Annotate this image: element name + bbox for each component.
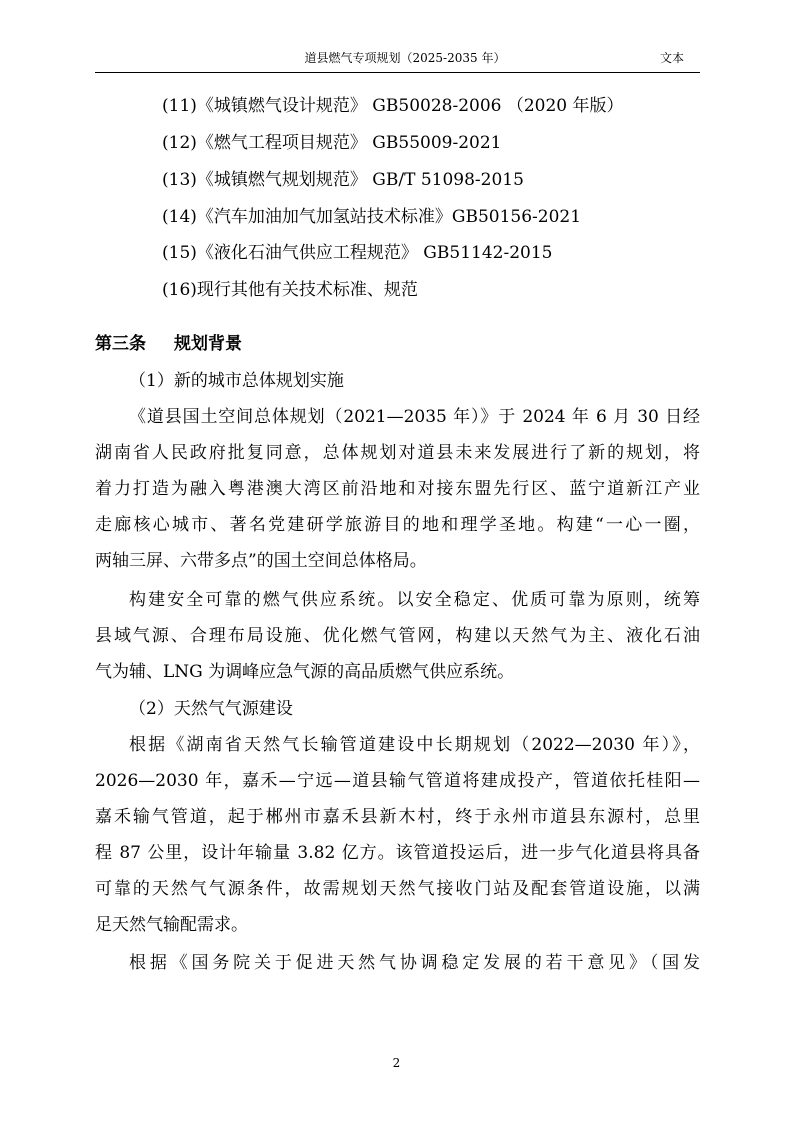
paragraph-line: 程 87 公里，设计年输量 3.82 亿方。该管道投运后，进一步气化道县将具备 [95,843,700,863]
header-divider [95,72,700,73]
subsection-title: （2）天然气气源建设 [129,699,293,719]
section-heading [95,333,700,355]
paragraph-line: 可靠的天然气气源条件，故需规划天然气接收门站及配套管道设施，以满 [95,879,700,899]
running-header-title: 道县燃气专项规划（2025-2035 年） [304,51,506,65]
paragraph-line: 足天然气输配需求。 [95,915,248,935]
paragraph-line: 气为辅、LNG 为调峰应急气源的高品质燃气供应系统。 [95,662,515,682]
paragraph-line: 构建安全可靠的燃气供应系统。以安全稳定、优质可靠为原则，统筹 [129,590,700,610]
paragraph-line: 根据《湖南省天然气长输管道建设中长期规划（2022—2030 年）》， [129,735,700,755]
reference-item: (13)《城镇燃气规划规范》 GB/T 51098-2015 [162,170,524,190]
reference-item: (14)《汽车加油加气加氢站技术标准》GB50156-2021 [162,207,582,227]
paragraph-line: 湖南省人民政府批复同意，总体规划对道县未来发展进行了新的规划，将 [95,443,700,463]
subsection-title: （1）新的城市总体规划实施 [129,371,344,391]
paragraph-line: 嘉禾输气管道，起于郴州市嘉禾县新木村，终于永州市道县东源村，总里 [95,807,700,827]
page-number: 2 [392,1056,401,1070]
paragraph-line: 2026—2030 年，嘉禾—宁远—道县输气管道将建成投产，管道依托桂阳— [95,771,700,791]
running-header-label: 文本 [660,51,685,65]
paragraph-line: 县域气源、合理布局设施、优化燃气管网，构建以天然气为主、液化石油 [95,626,700,646]
reference-item: (12)《燃气工程项目规范》 GB55009-2021 [162,133,502,153]
reference-item: (15)《液化石油气供应工程规范》 GB51142-2015 [162,243,553,263]
paragraph-line: 走廊核心城市、著名党建研学旅游目的地和理学圣地。构建“一心一圈， [95,515,700,535]
section-title: 规划背景 [174,334,242,354]
section-number: 第三条 [95,334,146,354]
paragraph-line: 《道县国土空间总体规划（2021—2035 年）》于 2024 年 6 月 30 日经 [129,407,700,427]
paragraph-line: 着力打造为融入粤港澳大湾区前沿地和对接东盟先行区、蓝宁道新江产业 [95,479,700,499]
reference-item: (16)现行其他有关技术标准、规范 [162,280,418,300]
reference-item: (11)《城镇燃气设计规范》 GB50028-2006 （2020 年版） [162,96,624,116]
paragraph-line: 根据《国务院关于促进天然气协调稳定发展的若干意见》（国发 [129,953,700,973]
paragraph-line: 两轴三屏、六带多点”的国土空间总体格局。 [95,551,427,571]
